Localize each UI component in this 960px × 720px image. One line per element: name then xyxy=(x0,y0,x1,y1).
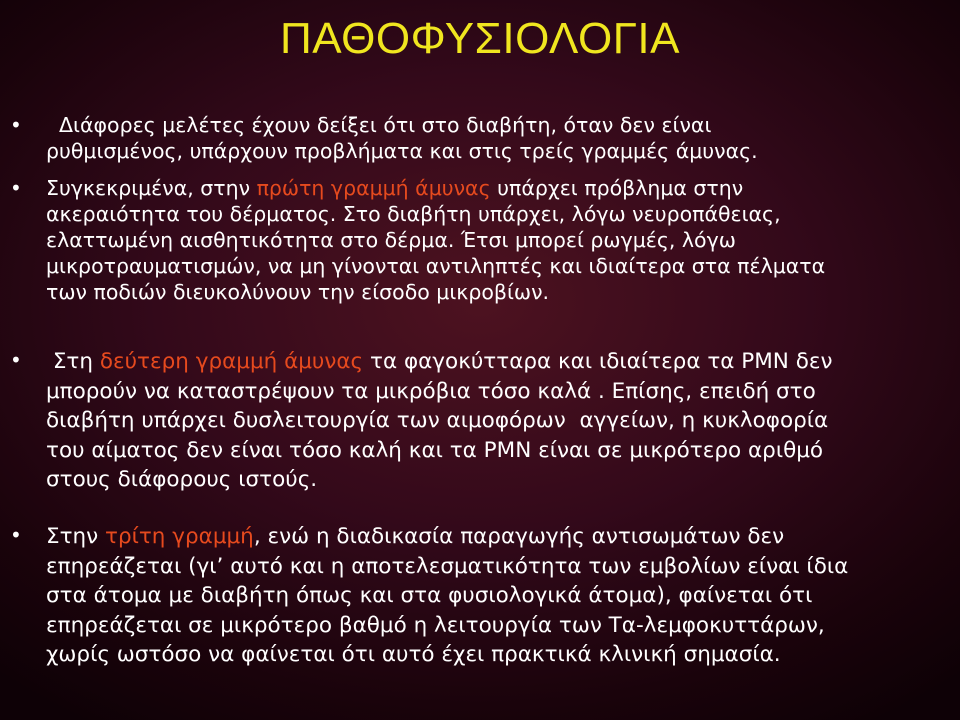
bullet-dot-icon: • xyxy=(10,113,22,137)
bullet-dot-icon: • xyxy=(10,348,22,372)
bullet-line xyxy=(46,522,948,552)
slide-title: ΠΑΘΟΦΥΣΙΟΛΟΓΙΑ xyxy=(279,14,681,63)
text-run: τα φαγοκύτταρα και ιδιαίτερα τα PMN δεν xyxy=(363,349,833,374)
bullet-line xyxy=(46,347,948,377)
bullet-line: ακεραιότητα του δέρματος. Στο διαβήτη υπάρχει, λόγω νευροπάθειας, xyxy=(46,202,781,226)
highlight-third-line: τρίτη γραμμή xyxy=(105,524,254,549)
bullet-line: διαβήτη υπάρχει δυσλειτουργία των αιμοφόρων αγγείων, η κυκλοφορία xyxy=(46,408,829,433)
text-run: υπάρχει πρόβλημα στην xyxy=(490,176,744,200)
bullet-line: Διάφορες μελέτες έχουν δείξει ότι στο διαβήτη, όταν δεν είναι xyxy=(46,113,712,137)
bullet-line: μικροτραυματισμών, να μη γίνονται αντιληπτές και ιδιαίτερα στα πέλματα xyxy=(46,254,826,278)
bullet-line: επηρεάζεται σε μικρότερο βαθμό η λειτουργία των Τα-λεμφοκυττάρων, xyxy=(46,612,825,638)
bullet-line: χωρίς ωστόσο να φαίνεται ότι αυτό έχει πρακτικά κλινική σημασία. xyxy=(46,642,781,667)
bullet-line: των ποδιών διευκολύνουν την είσοδο μικροβίων. xyxy=(46,280,550,304)
text-run: Στην xyxy=(46,524,105,549)
bullet-line: στα άτομα με διαβήτη όπως και στα φυσιολογικά άτομα), φαίνεται ότι xyxy=(46,583,813,608)
bullet-line: ελαττωμένη αισθητικότητα στο δέρμα. Έτσι μπορεί ρωγμές, λόγω xyxy=(46,228,736,252)
bullet-dot-icon: • xyxy=(10,176,22,200)
bullet-item xyxy=(10,522,948,670)
bullet-line: ρυθμισμένος, υπάρχουν προβλήματα και στις τρείς γραμμές άμυνας. xyxy=(46,139,758,163)
bullet-item xyxy=(10,112,948,164)
bullet-line: στους διάφορους ιστούς. xyxy=(46,467,318,492)
bullet-dot-icon: • xyxy=(10,523,22,547)
highlight-second-line-defense: δεύτερη γραμμή άμυνας xyxy=(99,349,364,374)
bullet-line: του αίματος δεν είναι τόσο καλή και τα PMN είναι σε μικρότερο αριθμό xyxy=(46,437,824,463)
bullet-line: επηρεάζεται (γι’ αυτό και η αποτελεσματικότητα των εμβολίων είναι ίδια xyxy=(46,553,849,579)
bullet-item xyxy=(10,175,948,305)
highlight-first-line-defense: πρώτη γραμμή άμυνας xyxy=(256,176,491,200)
text-run: , ενώ η διαδικασία παραγωγής αντισωμάτων δεν xyxy=(253,524,785,549)
bullet-line xyxy=(46,175,948,201)
bullet-line: μπορούν να καταστρέψουν τα μικρόβια τόσο καλά . Επίσης, επειδή στο xyxy=(46,378,816,404)
bullet-item xyxy=(10,347,948,495)
text-run: Στη xyxy=(46,349,100,374)
text-run: Συγκεκριμένα, στην xyxy=(46,176,257,200)
